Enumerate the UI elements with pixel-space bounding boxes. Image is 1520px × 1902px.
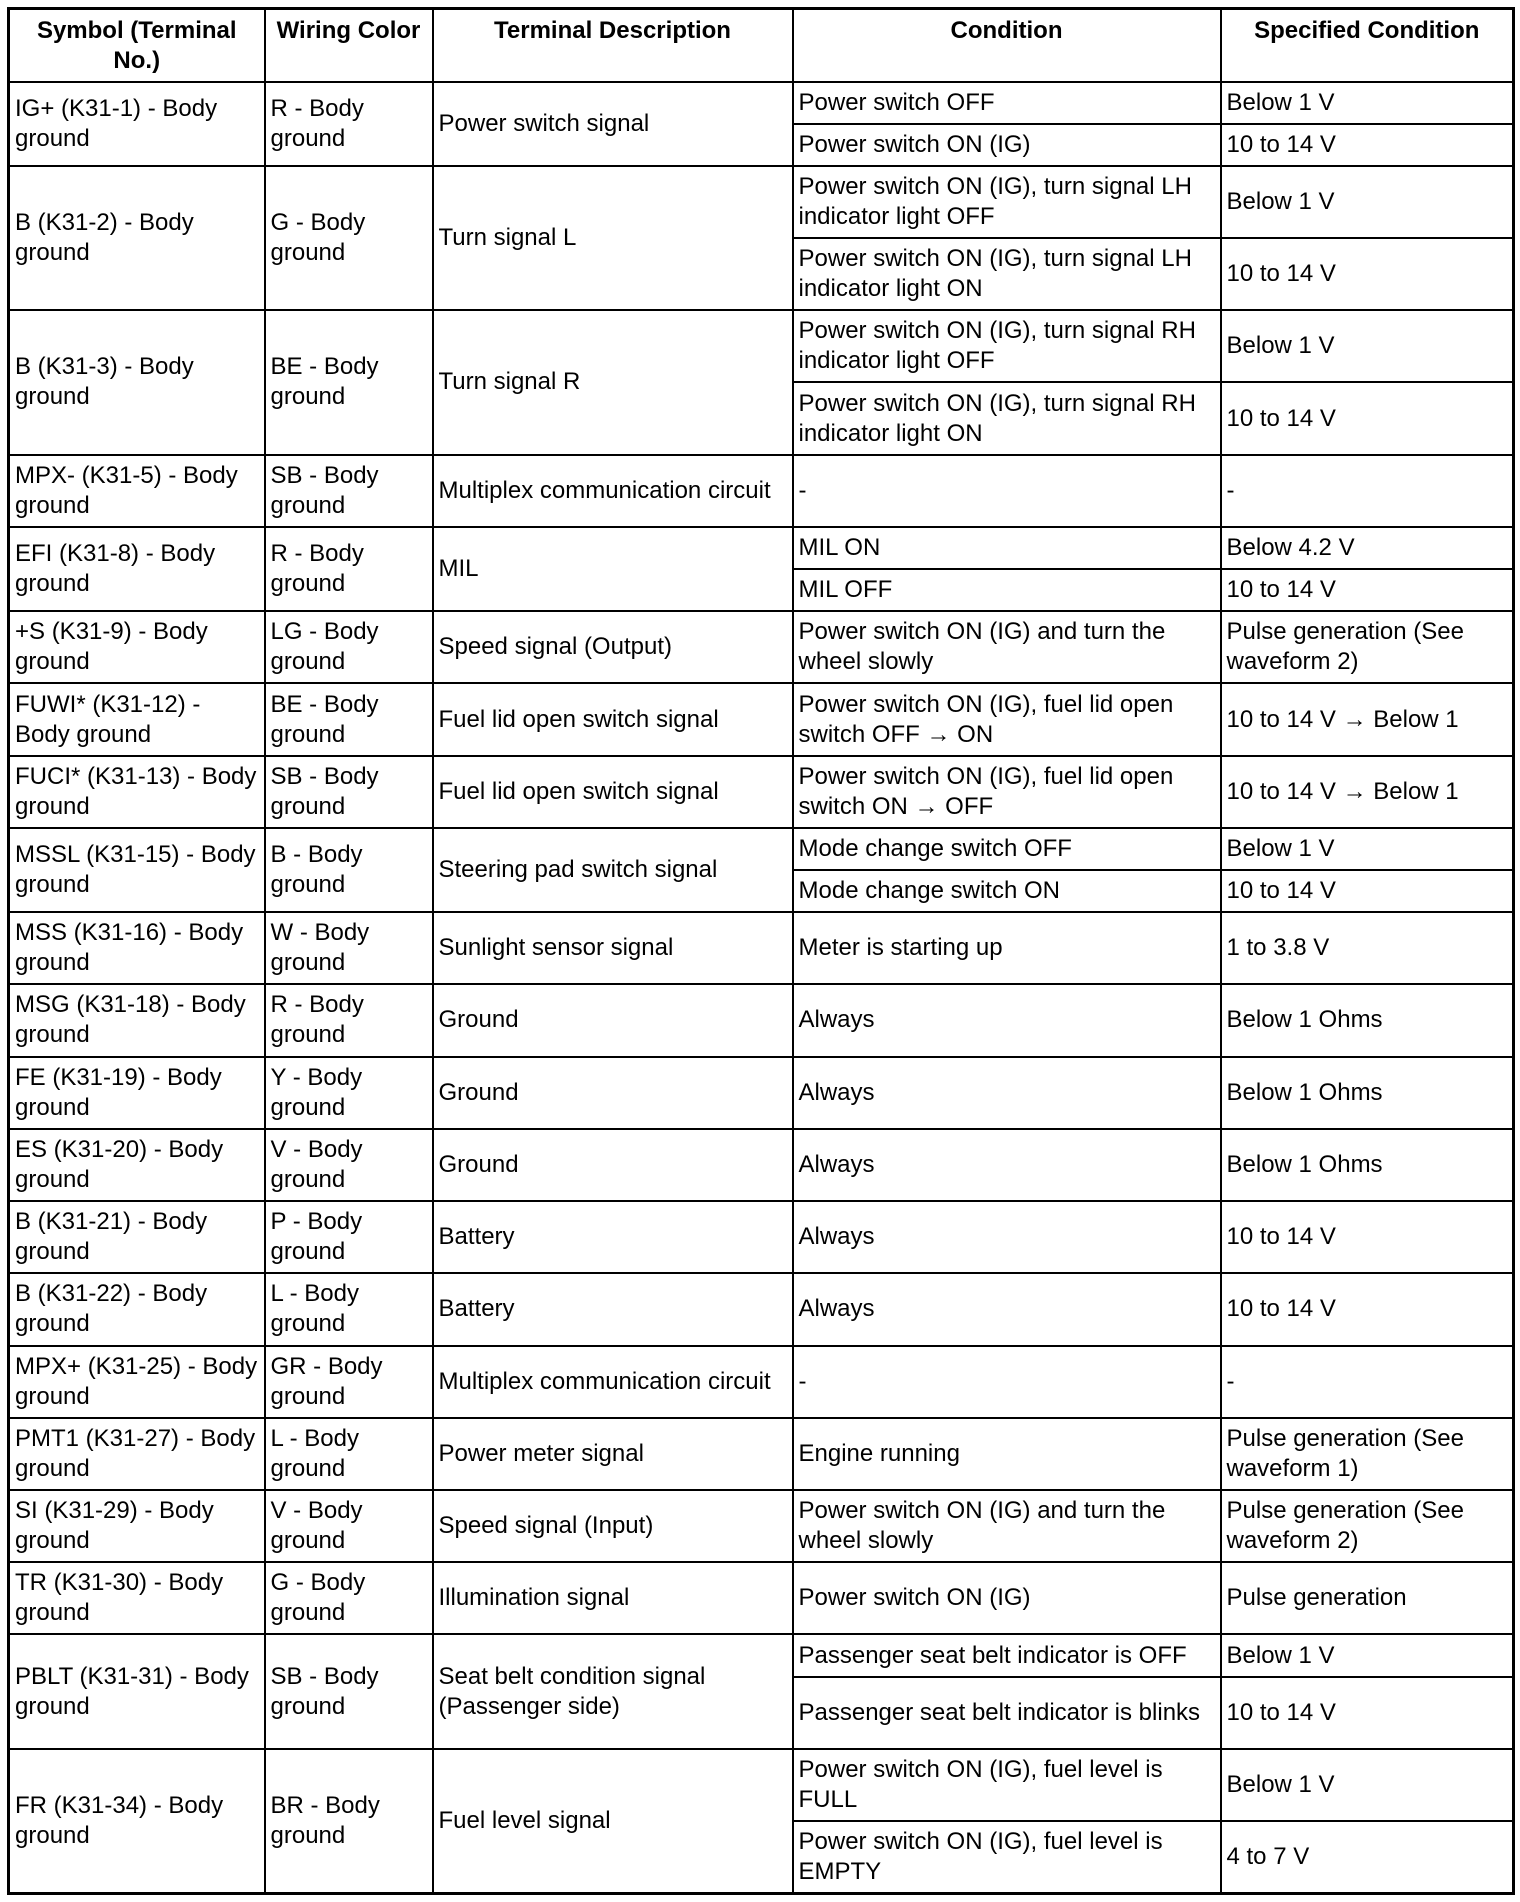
condition-cell: Passenger seat belt indicator is OFF (793, 1634, 1221, 1676)
condition-cell: Power switch ON (IG), fuel lid open switch ON → OFF (793, 756, 1221, 828)
table-row (9, 1749, 1514, 1821)
condition-cell: - (793, 455, 1221, 527)
terminal-description-cell: Multiplex communication circuit (433, 455, 793, 527)
symbol-cell: B (K31-21) - Body ground (9, 1201, 265, 1273)
table-row (9, 310, 1514, 382)
table-row (9, 611, 1514, 683)
symbol-cell: TR (K31-30) - Body ground (9, 1562, 265, 1634)
table-row (9, 527, 1514, 569)
specified-condition-cell: Pulse generation (See waveform 2) (1221, 1490, 1514, 1562)
terminal-description-cell: Multiplex communication circuit (433, 1346, 793, 1418)
wiring-color-cell: L - Body ground (265, 1273, 433, 1345)
specified-condition-cell: Below 1 V (1221, 82, 1514, 124)
specified-condition-cell: Pulse generation (See waveform 2) (1221, 611, 1514, 683)
table-body (9, 82, 1514, 1894)
terminal-description-cell: Fuel lid open switch signal (433, 756, 793, 828)
terminal-description-cell: Illumination signal (433, 1562, 793, 1634)
table-row (9, 912, 1514, 984)
specified-condition-cell: Below 1 Ohms (1221, 1057, 1514, 1129)
wiring-color-cell: B - Body ground (265, 828, 433, 912)
wiring-color-cell: P - Body ground (265, 1201, 433, 1273)
header-condition: Condition (793, 9, 1221, 82)
wiring-color-cell: R - Body ground (265, 82, 433, 166)
table-row (9, 1057, 1514, 1129)
terminal-description-cell: Power meter signal (433, 1418, 793, 1490)
terminal-description-cell: Fuel level signal (433, 1749, 793, 1894)
table-row (9, 756, 1514, 828)
table-row (9, 1346, 1514, 1418)
specified-condition-cell: Below 1 V (1221, 1749, 1514, 1821)
table-row (9, 984, 1514, 1056)
wiring-color-cell: R - Body ground (265, 984, 433, 1056)
header-wiring-color: Wiring Color (265, 9, 433, 82)
wiring-color-cell: SB - Body ground (265, 455, 433, 527)
terminal-description-cell: Battery (433, 1273, 793, 1345)
table-row (9, 828, 1514, 870)
wiring-color-cell: SB - Body ground (265, 1634, 433, 1748)
wiring-color-cell: G - Body ground (265, 1562, 433, 1634)
specified-condition-cell: 10 to 14 V (1221, 870, 1514, 912)
condition-cell: Power switch ON (IG) (793, 124, 1221, 166)
symbol-cell: FE (K31-19) - Body ground (9, 1057, 265, 1129)
condition-cell: - (793, 1346, 1221, 1418)
condition-cell: Power switch ON (IG), turn signal RH indicator light ON (793, 382, 1221, 454)
specified-condition-cell: Below 1 Ohms (1221, 984, 1514, 1056)
table-row (9, 1273, 1514, 1345)
condition-cell: Passenger seat belt indicator is blinks (793, 1677, 1221, 1749)
table-row (9, 82, 1514, 124)
wiring-color-cell: SB - Body ground (265, 756, 433, 828)
terminal-description-cell: Seat belt condition signal (Passenger side) (433, 1634, 793, 1748)
table-row (9, 1129, 1514, 1201)
wiring-color-cell: Y - Body ground (265, 1057, 433, 1129)
terminal-description-cell: Turn signal R (433, 310, 793, 454)
symbol-cell: B (K31-3) - Body ground (9, 310, 265, 454)
wiring-color-cell: V - Body ground (265, 1490, 433, 1562)
terminal-description-cell: Sunlight sensor signal (433, 912, 793, 984)
terminal-description-cell: Turn signal L (433, 166, 793, 310)
condition-cell: Always (793, 1273, 1221, 1345)
specified-condition-cell: - (1221, 1346, 1514, 1418)
specified-condition-cell: Pulse generation (See waveform 1) (1221, 1418, 1514, 1490)
condition-cell: Power switch ON (IG), fuel lid open switch OFF → ON (793, 683, 1221, 755)
table-row (9, 455, 1514, 527)
specified-condition-cell: 10 to 14 V (1221, 1273, 1514, 1345)
condition-cell: Power switch ON (IG) (793, 1562, 1221, 1634)
condition-cell: Power switch OFF (793, 82, 1221, 124)
specified-condition-cell: Below 1 V (1221, 1634, 1514, 1676)
wiring-color-cell: W - Body ground (265, 912, 433, 984)
specified-condition-cell: 10 to 14 V (1221, 569, 1514, 611)
table-row (9, 1634, 1514, 1676)
wiring-color-cell: L - Body ground (265, 1418, 433, 1490)
table-header-row (9, 9, 1514, 82)
symbol-cell: MPX- (K31-5) - Body ground (9, 455, 265, 527)
wiring-color-cell: V - Body ground (265, 1129, 433, 1201)
specified-condition-cell: 10 to 14 V (1221, 238, 1514, 310)
condition-cell: Mode change switch OFF (793, 828, 1221, 870)
symbol-cell: FUCI* (K31-13) - Body ground (9, 756, 265, 828)
terminal-description-cell: MIL (433, 527, 793, 611)
symbol-cell: MSG (K31-18) - Body ground (9, 984, 265, 1056)
specified-condition-cell: 10 to 14 V (1221, 382, 1514, 454)
header-specified-condition: Specified Condition (1221, 9, 1514, 82)
wiring-color-cell: BR - Body ground (265, 1749, 433, 1894)
condition-cell: Always (793, 1201, 1221, 1273)
symbol-cell: FR (K31-34) - Body ground (9, 1749, 265, 1894)
table-row (9, 683, 1514, 755)
wiring-color-cell: R - Body ground (265, 527, 433, 611)
condition-cell: Power switch ON (IG), turn signal LH indicator light OFF (793, 166, 1221, 238)
terminal-spec-table (7, 7, 1515, 1895)
terminal-description-cell: Battery (433, 1201, 793, 1273)
terminal-description-cell: Ground (433, 1129, 793, 1201)
table-row (9, 1562, 1514, 1634)
symbol-cell: EFI (K31-8) - Body ground (9, 527, 265, 611)
specified-condition-cell: 10 to 14 V → Below 1 (1221, 683, 1514, 755)
specified-condition-cell: Below 4.2 V (1221, 527, 1514, 569)
table-row (9, 1418, 1514, 1490)
symbol-cell: IG+ (K31-1) - Body ground (9, 82, 265, 166)
specified-condition-cell: 4 to 7 V (1221, 1821, 1514, 1893)
specified-condition-cell: Below 1 V (1221, 166, 1514, 238)
wiring-color-cell: G - Body ground (265, 166, 433, 310)
symbol-cell: PBLT (K31-31) - Body ground (9, 1634, 265, 1748)
specified-condition-cell: 10 to 14 V (1221, 124, 1514, 166)
condition-cell: Meter is starting up (793, 912, 1221, 984)
specified-condition-cell: 10 to 14 V (1221, 1201, 1514, 1273)
terminal-description-cell: Speed signal (Output) (433, 611, 793, 683)
condition-cell: Always (793, 1129, 1221, 1201)
specified-condition-cell: 10 to 14 V → Below 1 (1221, 756, 1514, 828)
condition-cell: Power switch ON (IG), turn signal LH indicator light ON (793, 238, 1221, 310)
specified-condition-cell: Below 1 V (1221, 828, 1514, 870)
table-row (9, 1490, 1514, 1562)
condition-cell: Power switch ON (IG), fuel level is FULL (793, 1749, 1221, 1821)
condition-cell: MIL OFF (793, 569, 1221, 611)
symbol-cell: MPX+ (K31-25) - Body ground (9, 1346, 265, 1418)
condition-cell: Power switch ON (IG), turn signal RH indicator light OFF (793, 310, 1221, 382)
wiring-color-cell: LG - Body ground (265, 611, 433, 683)
symbol-cell: PMT1 (K31-27) - Body ground (9, 1418, 265, 1490)
condition-cell: Always (793, 1057, 1221, 1129)
terminal-description-cell: Speed signal (Input) (433, 1490, 793, 1562)
symbol-cell: +S (K31-9) - Body ground (9, 611, 265, 683)
terminal-description-cell: Steering pad switch signal (433, 828, 793, 912)
wiring-color-cell: BE - Body ground (265, 683, 433, 755)
specified-condition-cell: Below 1 V (1221, 310, 1514, 382)
symbol-cell: B (K31-22) - Body ground (9, 1273, 265, 1345)
terminal-description-cell: Ground (433, 1057, 793, 1129)
table-row (9, 166, 1514, 238)
wiring-color-cell: GR - Body ground (265, 1346, 433, 1418)
symbol-cell: B (K31-2) - Body ground (9, 166, 265, 310)
terminal-description-cell: Power switch signal (433, 82, 793, 166)
terminal-description-cell: Ground (433, 984, 793, 1056)
header-symbol: Symbol (Terminal No.) (9, 9, 265, 82)
symbol-cell: MSS (K31-16) - Body ground (9, 912, 265, 984)
table-row (9, 1201, 1514, 1273)
symbol-cell: MSSL (K31-15) - Body ground (9, 828, 265, 912)
symbol-cell: SI (K31-29) - Body ground (9, 1490, 265, 1562)
specified-condition-cell: 10 to 14 V (1221, 1677, 1514, 1749)
header-terminal-description: Terminal Description (433, 9, 793, 82)
condition-cell: Mode change switch ON (793, 870, 1221, 912)
condition-cell: Power switch ON (IG) and turn the wheel slowly (793, 1490, 1221, 1562)
specified-condition-cell: Below 1 Ohms (1221, 1129, 1514, 1201)
specified-condition-cell: - (1221, 455, 1514, 527)
terminal-description-cell: Fuel lid open switch signal (433, 683, 793, 755)
condition-cell: MIL ON (793, 527, 1221, 569)
condition-cell: Engine running (793, 1418, 1221, 1490)
condition-cell: Power switch ON (IG), fuel level is EMPTY (793, 1821, 1221, 1893)
symbol-cell: FUWI* (K31-12) - Body ground (9, 683, 265, 755)
symbol-cell: ES (K31-20) - Body ground (9, 1129, 265, 1201)
wiring-color-cell: BE - Body ground (265, 310, 433, 454)
condition-cell: Power switch ON (IG) and turn the wheel slowly (793, 611, 1221, 683)
condition-cell: Always (793, 984, 1221, 1056)
specified-condition-cell: Pulse generation (1221, 1562, 1514, 1634)
specified-condition-cell: 1 to 3.8 V (1221, 912, 1514, 984)
